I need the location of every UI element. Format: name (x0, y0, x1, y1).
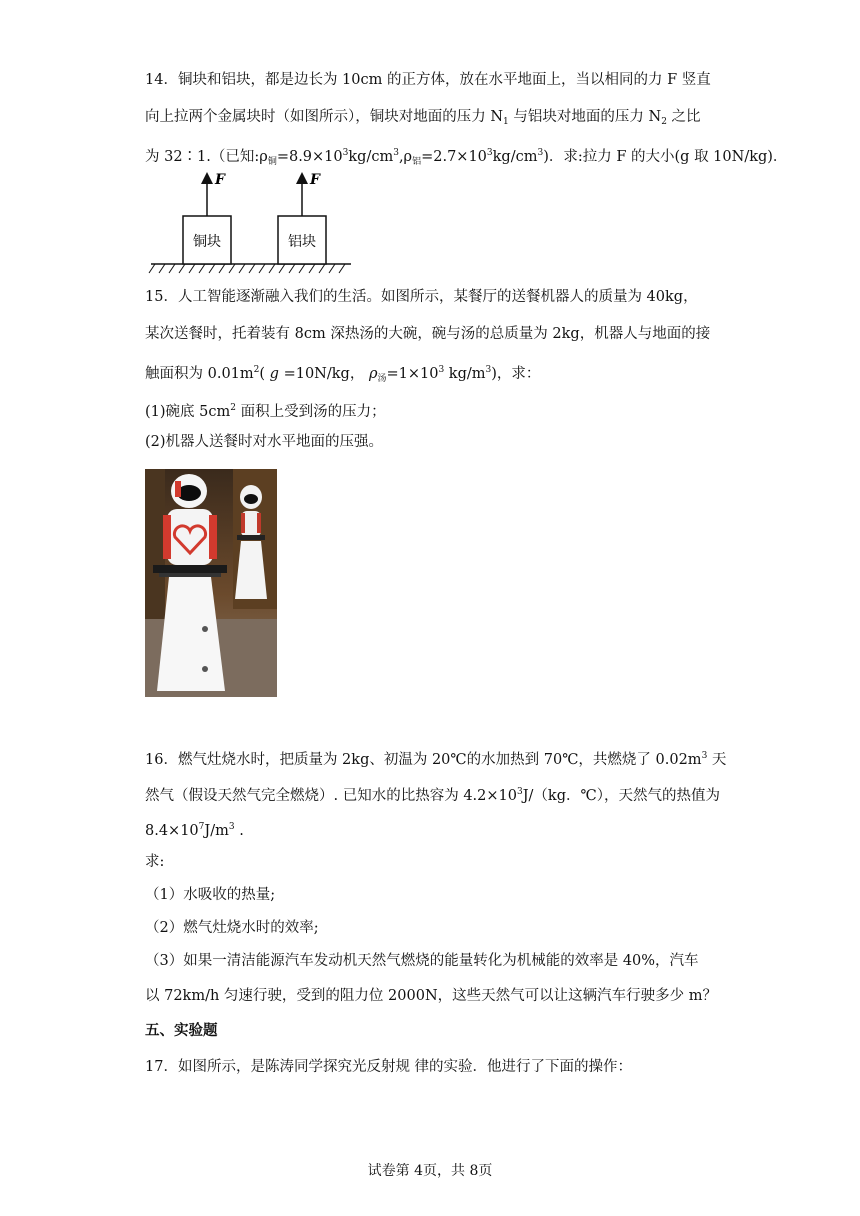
q15-line-2: 某次送餐时，托着装有 8cm 深热汤的大碗，碗与汤的总质量为 2kg，机器人与地面的接 (145, 326, 711, 342)
robot-photo (145, 469, 277, 697)
q15-line-1: 15．人工智能逐渐融入我们的生活。如图所示，某餐厅的送餐机器人的质量为 40kg， (145, 289, 698, 305)
q14-line-2: 向上拉两个金属块时（如图所示），铜块对地面的压力 $N_1$ 与铝块对地面的压力 $N_2$ 之比 (145, 109, 701, 127)
ground-hatch (149, 264, 345, 273)
q15-sub-1: (1)碗底 $5cm^2$ 面积上受到汤的压力； (145, 403, 386, 420)
q16-sub-3: （3）如果一清洁能源汽车发动机天然气燃烧的能量转化为机械能的效率是 40%，汽车 (145, 953, 699, 969)
q14-line-1: 14．铜块和铝块，都是边长为 10cm 的正方体，放在水平地面上，当以相同的力 F 竖直 (145, 72, 711, 88)
q15-sub-2: (2)机器人送餐时对水平地面的压强。 (145, 434, 384, 450)
q16-line-3: $8.4\times 10^7J/m^3$ . (145, 822, 244, 839)
q16-line-2: 然气（假设天然气完全燃烧）. 已知水的比热容为 $4.2\times 10^3J/(kg$．℃），天然气的热值为 (145, 787, 720, 804)
q16-line-1: 16．燃气灶烧水时，把质量为 2kg、初温为 20℃的水加热到 70℃，共燃烧了 $0.02m^3$ 天 (145, 751, 727, 768)
q16-sub-3-cont: 以 72km/h 匀速行驶，受到的阻力位 2000N，这些天然气可以让这辆汽车行驶多少 m？ (145, 988, 717, 1004)
q15-line-3: 触面积为 $0.01m^2$( g =10N/kg， $\rho_汤=1\times 10^3$ $kg/m^3$)，求： (145, 365, 541, 384)
q16-ask: 求: (145, 854, 165, 870)
section-heading: 五、实验题 (145, 1023, 218, 1039)
q16-sub-2: （2）燃气灶烧水时的效率; (145, 920, 319, 936)
q16-sub-1: （1）水吸收的热量; (145, 887, 276, 903)
copper-block-label: 铜块 (193, 234, 221, 250)
page-footer: 试卷第 4页，共 8页 (367, 1163, 493, 1179)
q17-line-1: 17．如图所示，是陈涛同学探究光反射规 律的实验．他进行了下面的操作： (145, 1059, 633, 1075)
force-label-1: F (215, 172, 225, 188)
q14-line-3: 为 32∶1.（已知$:\rho_铜=8.9\times 10^3kg/cm^3,\rho_铝=2.7\times 10^3kg/cm^3$)．求:拉力 F 的大小(g 取 10N/kg)． (145, 148, 788, 167)
q14-figure (145, 172, 355, 278)
force-label-2: F (310, 172, 320, 188)
aluminum-block-label: 铝块 (288, 234, 316, 250)
